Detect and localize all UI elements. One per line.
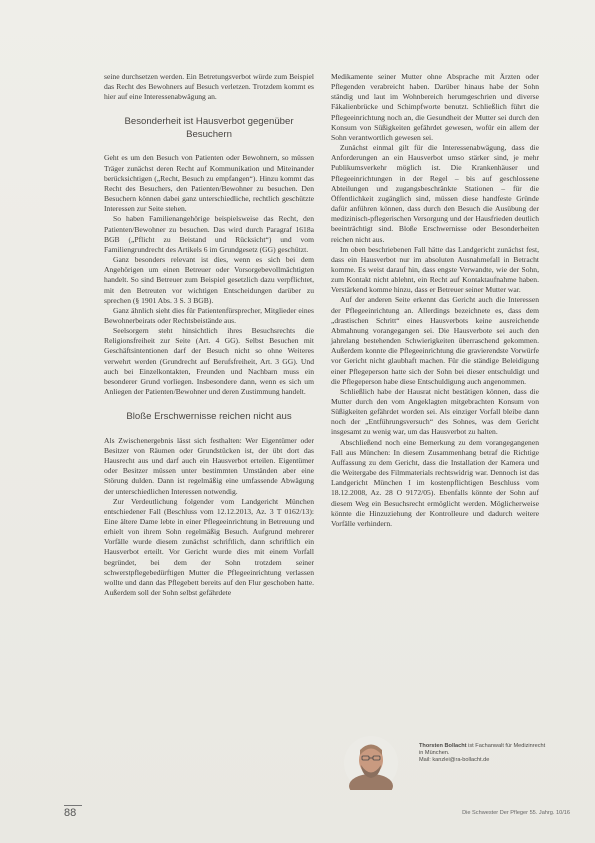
author-portrait [344, 736, 398, 790]
body-paragraph: Medikamente seiner Mutter ohne Absprache mit Ärzten oder Pflegenden verabreicht haben. Darüber hinaus habe der Sohn ständig und laut im Wohnbereich herumgeschrien und diverse Fäkalienbrücke und Schimpfworte benutzt. Schließlich führt die Pflegeeinrichtung noch an, die Gesundheit der Mutter sei durch den Konsum von Süßigkeiten gefährdet gewesen, wofür ein allem der Sohn verantwortlich gewesen sei. [331, 72, 539, 142]
body-paragraph: Ganz besonders relevant ist dies, wenn es sich bei dem Angehörigen um einen Betreuer oder Vorsorgebevollmächtigten handelt. So sind Betreuer zum Beispiel gesetzlich dazu verpflichtet, mit den Betreuten vor wichtigen Entscheidungen darüber zu sprechen (§ 1901 Abs. 3 S. 3 BGB). [104, 255, 314, 305]
body-paragraph: So haben Familienangehörige beispielsweise das Recht, den Patienten/Bewohner zu besuchen. Das wird durch Paragraf 1618a BGB („Pflicht zu Beistand und Rücksicht“) und vom Familiengrundrecht des Artikels 6 im Grundgesetz (GG) geschützt. [104, 214, 314, 254]
section-heading: Bloße Erschwernisse reichen nicht aus [126, 411, 292, 423]
right-column [331, 72, 539, 529]
body-paragraph: Auf der anderen Seite erkennt das Gericht auch die Interessen der Pflegeeinrichtung an. Allerdings bezeichnete es, dass dem „drastischen Schritt“ eines Hausverbots keine ausreichende Abmahnung vorangegangen sei. Die Hausverbote sei auch den jahrelang bestehenden Schwierigkeiten überraschend gekommen. Außerdem konnte die Pflegeeinrichtung die gravierendste Vorwürfe vor Gericht nicht glaubhaft machen. Für die ständige Beleidigung einer Pflegeperson hatte sich der Sohn bei dieser entschuldigt und die Pflegeperson habe diese Entschuldigung auch angenommen. [331, 295, 539, 386]
footer-source: Die Schwester Der Pfleger 55. Jahrg. 10/16 [462, 810, 570, 816]
section-heading: Besonderheit ist Hausverbot gegenüber Besuchern [124, 116, 294, 140]
author-bio: ist Fachanwalt für Medizinrecht in München. [419, 743, 546, 757]
author-email: Mail: kanzlei@ra-bollacht.de [419, 757, 490, 764]
body-paragraph: Schließlich habe der Hausrat nicht bestätigen können, dass die Mutter durch den vom Angeklagten mitgebrachten Konsum von Süßigkeiten gefährdet worden sei. Als einziger Vorfall bleibe dann noch der „Entführungsversuch“ des Sohnes, was dem Gericht insgesamt zu wenig war, um das Hausverbot zu halten. [331, 386, 539, 437]
author-text [419, 743, 549, 765]
body-paragraph: Als Zwischenergebnis lässt sich festhalten: Wer Eigentümer oder Besitzer von Räumen oder Grundstücken ist, der übt dort das Hausrecht aus und darf auch ein Hausverbot erteilen. Eigentümer oder Besitzer müssen unter bestimmten Umständen aber eine Störung dulden. Dann ist regelmäßig eine umfassende Abwägung der unterschiedlichen Interessen notwendig. [104, 435, 314, 496]
footer-rule [64, 805, 82, 806]
body-paragraph: Geht es um den Besuch von Patienten oder Bewohnern, so müssen Träger zunächst deren Recht auf Kommunikation und Miteinander berücksichtigen („Recht, Besuch zu empfangen“). Hinzu kommt das Recht des Besuchers, den Patienten/Bewohner zu besuchen. Den Besuchern können dabei ganz unterschiedliche, rechtlich geschützte Interessen zur Seite stehen. [104, 153, 314, 214]
intro-paragraph: seine durchsetzen werden. Ein Betretungsverbot würde zum Beispiel das Recht des Bewohners auf Besuch verletzen. Trotzdem kommt es hier auf eine Interessenabwägung an. [104, 72, 314, 102]
author-box [344, 736, 544, 792]
body-paragraph: Seelsorgern steht hinsichtlich ihres Besuchsrechts die Religionsfreiheit zur Seite (Art. 4 GG). Selbst Besuchen mit Geschäftsintentionen darf der Besuch nicht so ohne Weiteres verwehrt werden (Grundrecht auf Berufsfreiheit, Art. 3 GG). Und auch bei Einzelkontakten, Freunden und Nachbarn muss ein besonderer Grund vorliegen. Insbesondere dann, wenn es sich um Anliegen der Patienten/Bewohner und deren Zustimmung handelt. [104, 326, 314, 397]
body-paragraph: Abschließend noch eine Bemerkung zu dem vorangegangenen Fall aus München: In diesem Zusammenhang betraf die Richtige Auffassung zu dem Gericht, dass die Installation der Kamera und die Weitergabe des Filmmaterials rechtswidrig war. Dennoch ist das Landgericht München I im kostenpflichtigen Beschluss vom 18.12.2008, Az. 28 O 9172/05). Ebenfalls könnte der Sohn auf diesem Weg ein Besuchsrecht ermöglicht werden. Möglicherweise könnte die Hinzuziehung der Kontrolleure und dadurch weitere Vorfälle verhindern. [331, 437, 539, 528]
body-paragraph: Im oben beschriebenen Fall hätte das Landgericht zunächst fest, dass ein Hausverbot nur im absoluten Ausnahmefall in Betracht komme. Es weist darauf hin, dass engste Verwandte, wie der Sohn, zum Kontakt nicht ablehnt, ein Recht auf Kontaktaufnahme haben. Verstärkend komme hinzu, dass er Betreuer seiner Mutter war. [331, 244, 539, 295]
page-number: 88 [64, 807, 77, 819]
body-paragraph: Zunächst einmal gilt für die Interessenabwägung, dass die Anforderungen an ein Hausverbot umso stärker sind, je mehr Publikumsverkehr möglich ist. Die Krankenhäuser und Pflegeeinrichtungen in der Regel – bis auf geschlossene Abteilungen und zugangsbeschränkte Stationen – für die Öffentlichkeit zugänglich sind, müssen diese handfeste Gründe dafür anführen können, dass durch den Besuch die Ausübung der medizinisch-pflegerischen Versorgung und der Hausfrieden deutlich beeinträchtigt sind. Bloße Erschwernisse oder Besonderheiten reichen nicht aus. [331, 143, 539, 244]
left-column [104, 72, 314, 598]
author-name: Thorsten Bollacht [419, 743, 467, 749]
body-paragraph: Ganz ähnlich sieht dies für Patientenfürsprecher, Mitglieder eines Bewohnerbeirats oder Rechtsbeistände aus. [104, 305, 314, 325]
body-paragraph: Zur Verdeutlichung folgender vom Landgericht München entschiedener Fall (Beschluss vom 12.12.2013, Az. 3 T 0162/13): Eine ältere Dame lebte in einer Pflegeeinrichtung in Betreuung und erhielt von ihrem Sohn regelmäßig Besuch. Aufgrund mehrerer Vorfälle wurde diesem zunächst schriftlich, dann schriftlich ein Hausverbot erteilt. Vor Gericht wurde dies mit einem Vorfall begründet, bei dem der Sohn trotzdem seiner schwerstpflegebedürftigen Mutter die Pflegeeinrichtung verlassen wollte und dann das Pflegebett bereits auf den Flur geschoben hatte. Außerdem soll der Sohn selbst gefährdete [104, 496, 314, 598]
